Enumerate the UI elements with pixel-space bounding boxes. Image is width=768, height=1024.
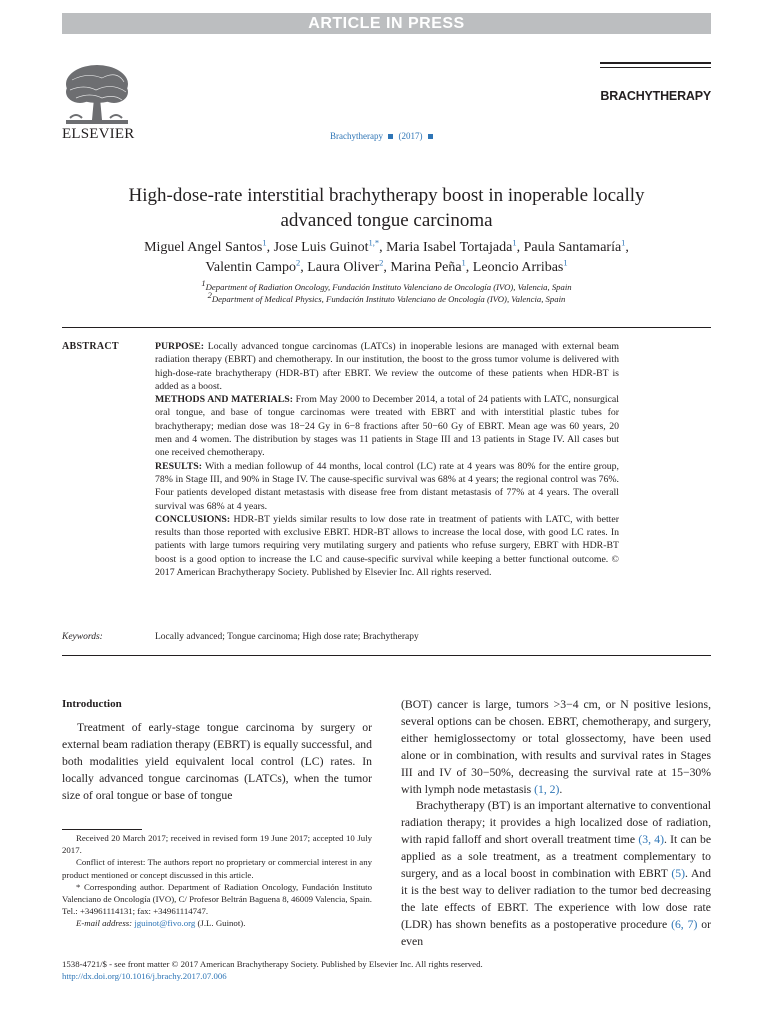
author-name: Miguel Angel Santos — [144, 240, 263, 255]
footnote-corresponding: * Corresponding author. Department of Radiation Oncology, Fundación Instituto Valenciano de Oncología (IVO), C/ Profesor Beltrán Baguena 8, 46009 Valencia, Spain. Tel.: +34961114131; fax: +34961114747. — [62, 881, 372, 917]
abstract-section-text: With a median followup of 44 months, local control (LC) rate at 4 years was 80% for the entire group, 78% in Stage III, and 90% in Stage IV. The cause-specific survival was 68% at 4 years; the regional control was 76%. Four patients developed distant metastasis with disease free from distant metastasis of 77% at 4 years. The overall survival was 68% at 4 years. — [155, 460, 619, 512]
author-separator: , — [625, 240, 629, 255]
abstract-bottom-rule — [62, 655, 711, 656]
author-separator: , — [465, 260, 473, 275]
author-name: Laura Oliver — [307, 260, 380, 275]
abstract-section — [155, 513, 619, 579]
abstract-section — [155, 460, 619, 513]
email-suffix: (J.L. Guinot). — [197, 918, 246, 929]
paragraph-text: . It can be applied as a sole treatment, as a treatment complementary to surgery, and as a local boost in combination with EBRT — [401, 833, 712, 881]
author-separator: , — [379, 240, 387, 255]
abstract-section — [155, 340, 619, 393]
abstract-section-heading: PURPOSE: — [155, 341, 204, 352]
publisher-name: ELSEVIER — [62, 126, 135, 142]
paragraph-text: Brachytherapy (BT) is an important alternative to conventional radiation therapy; it provides a high localized dose of radiation, with rapid falloff and short overall treatment time — [401, 799, 712, 847]
footnote-received: Received 20 March 2017; received in revised form 19 June 2017; accepted 10 July 2017. — [62, 833, 372, 856]
issn-line: 1538-4721/$ - see front matter © 2017 American Brachytherapy Society. Published by Elsevier Inc. All rights reserved. — [62, 959, 483, 969]
affiliation-text: Department of Radiation Oncology, Fundación Instituto Valenciano de Oncología (IVO), Valencia, Spain — [205, 282, 572, 292]
abstract-top-rule — [62, 327, 711, 328]
citation-link[interactable]: (1, 2) — [534, 782, 560, 796]
author-name: Maria Isabel Tortajada — [386, 240, 513, 255]
footnotes — [62, 832, 372, 930]
author-name: Marina Peña — [390, 260, 462, 275]
citation-link[interactable]: (3, 4) — [638, 833, 664, 847]
journal-brand: BRACHYTHERAPY — [600, 89, 711, 103]
affiliations — [62, 278, 711, 305]
author-separator: , — [516, 240, 524, 255]
citation-link[interactable]: (6, 7) — [671, 917, 698, 931]
journal-year[interactable]: (2017) — [398, 131, 423, 141]
affiliation-number: 2 — [207, 290, 212, 301]
doi-link[interactable]: http://dx.doi.org/10.1016/j.brachy.2017.07.006 — [62, 971, 227, 981]
affiliation-ref[interactable]: 2 — [295, 257, 301, 268]
abstract-section-heading: CONCLUSIONS: — [155, 513, 231, 525]
affiliation-ref[interactable]: 1 — [621, 237, 626, 248]
section-heading-introduction: Introduction — [62, 698, 122, 710]
affiliation-ref[interactable]: 1 — [563, 257, 568, 268]
affiliation-ref[interactable]: 1 — [262, 237, 267, 248]
title-line: advanced tongue carcinoma — [280, 210, 493, 231]
affiliation-ref[interactable]: 1,* — [368, 237, 380, 248]
abstract-body — [155, 340, 619, 579]
abstract-section-text: From May 2000 to December 2014, a total of 24 patients with LATC, nonsurgical oral tongue, and base of tongue carcinomas were treated with EBRT and with interstitial plastic tubes for brachytherapy; median dose was 18−24 Gy in 6−8 fractions after 50−60 Gy of EBRT. Mean age was 60 years, 20 men and 4 women. The distribution by stages was 11 patients in Stage III and 13 patients in Stage IV. All cases but one received chemotherapy. — [155, 394, 619, 459]
left-column — [62, 720, 372, 805]
journal-name-link[interactable]: Brachytherapy — [330, 131, 383, 141]
affiliation-ref[interactable]: 2 — [379, 257, 384, 268]
author-name: Leoncio Arribas — [472, 260, 564, 275]
paragraph-text: . — [559, 782, 563, 796]
affiliation-text: Department of Medical Physics, Fundación Instituto Valenciano de Oncología (IVO), Valencia, Spain — [211, 294, 566, 304]
abstract-section-heading: RESULTS: — [155, 460, 203, 472]
right-column — [401, 697, 711, 951]
footnote-rule — [62, 829, 142, 830]
title-line: High-dose-rate interstitial brachytherapy boost in inoperable locally — [128, 185, 645, 206]
abstract-label: ABSTRACT — [62, 341, 119, 352]
paragraph-text: . And it is the best way to deliver radiation to the tumor bed decreasing the late effects of EBRT. The experience with low dose rate (LDR) has shown benefits as a postoperative procedure — [401, 867, 711, 931]
affiliation — [62, 278, 711, 293]
author-separator: , — [266, 240, 274, 255]
square-icon — [428, 134, 433, 139]
elsevier-tree-logo — [62, 62, 132, 128]
header-rule — [600, 62, 711, 64]
paragraph-text: or even — [401, 917, 712, 948]
author-list — [62, 238, 711, 278]
abstract-section — [155, 393, 619, 459]
paragraph-text: (BOT) cancer is large, tumors >3−4 cm, or N positive lesions, several options can be chosen. EBRT, chemotherapy, and surgery, either hemiglossectomy or total glossectomy, have been used alone or in combination, with results and survival rates in Stages III and IV of 30−50%, decreasing the survival rate at 15−30% with lymph node metastasis — [401, 698, 711, 796]
header-rule — [600, 67, 711, 68]
author-name: Valentin Campo — [205, 260, 296, 275]
keywords-label: Keywords: — [62, 632, 103, 642]
article-title — [62, 183, 711, 233]
square-icon — [388, 134, 393, 139]
affiliation-ref[interactable]: 1 — [461, 257, 466, 268]
affiliation-number: 1 — [201, 278, 206, 289]
body-paragraph — [401, 697, 711, 798]
article-in-press-banner: ARTICLE IN PRESS — [62, 13, 711, 34]
page-footer — [62, 958, 711, 982]
intro-paragraph: Treatment of early-stage tongue carcinoma by surgery or external beam radiation therapy (EBRT) is equally successful, and both modalities yield equivalent local control (LC) rates. In locally advanced tongue carcinomas (LATCs), when the tumor size of oral tongue or base of tongue — [62, 721, 372, 802]
affiliation — [62, 290, 711, 305]
body-paragraph — [401, 798, 711, 950]
author-name: Paula Santamaría — [523, 240, 622, 255]
footnote-email — [62, 917, 372, 929]
author-name: Jose Luis Guinot — [273, 240, 369, 255]
footnote-conflict: Conflict of interest: The authors report no proprietary or commercial interest in any product mentioned or concept discussed in this article. — [62, 857, 372, 880]
keywords-value: Locally advanced; Tongue carcinoma; High dose rate; Brachytherapy — [155, 632, 419, 642]
email-label: E-mail address: — [76, 918, 133, 929]
abstract-section-text: HDR-BT yields similar results to low dose rate in treatment of patients with LATC, with better results than those reported with exclusive EBRT. HDR-BT allows to increase the local dose, with good LC rates. In patients with large tumors requiring very mutilating surgery and patients who refuse surgery, EBRT with HDR-BT boost is a good option to increase the LC and cause-specific survival while keeping a better functional outcome. © 2017 American Brachytherapy Society. Published by Elsevier Inc. All rights reserved. — [155, 513, 619, 579]
email-link[interactable]: jguinot@fivo.org — [134, 918, 196, 929]
citation-link[interactable]: (5) — [671, 867, 685, 881]
abstract-section-heading: METHODS AND MATERIALS: — [155, 394, 293, 406]
author-separator: , — [383, 260, 391, 275]
author-separator: , — [300, 260, 308, 275]
abstract-section-text: Locally advanced tongue carcinomas (LATCs) in inoperable lesions are managed with external beam radiation therapy (EBRT) and chemotherapy. In our institution, the boost to the gross tumor volume is delivered with high-dose-rate brachytherapy (HDR-BT) after EBRT. We review the outcome of these patients when HDR-BT is added as a boost. — [155, 341, 619, 392]
journal-citation-line — [330, 131, 436, 141]
affiliation-ref[interactable]: 1 — [512, 237, 517, 248]
